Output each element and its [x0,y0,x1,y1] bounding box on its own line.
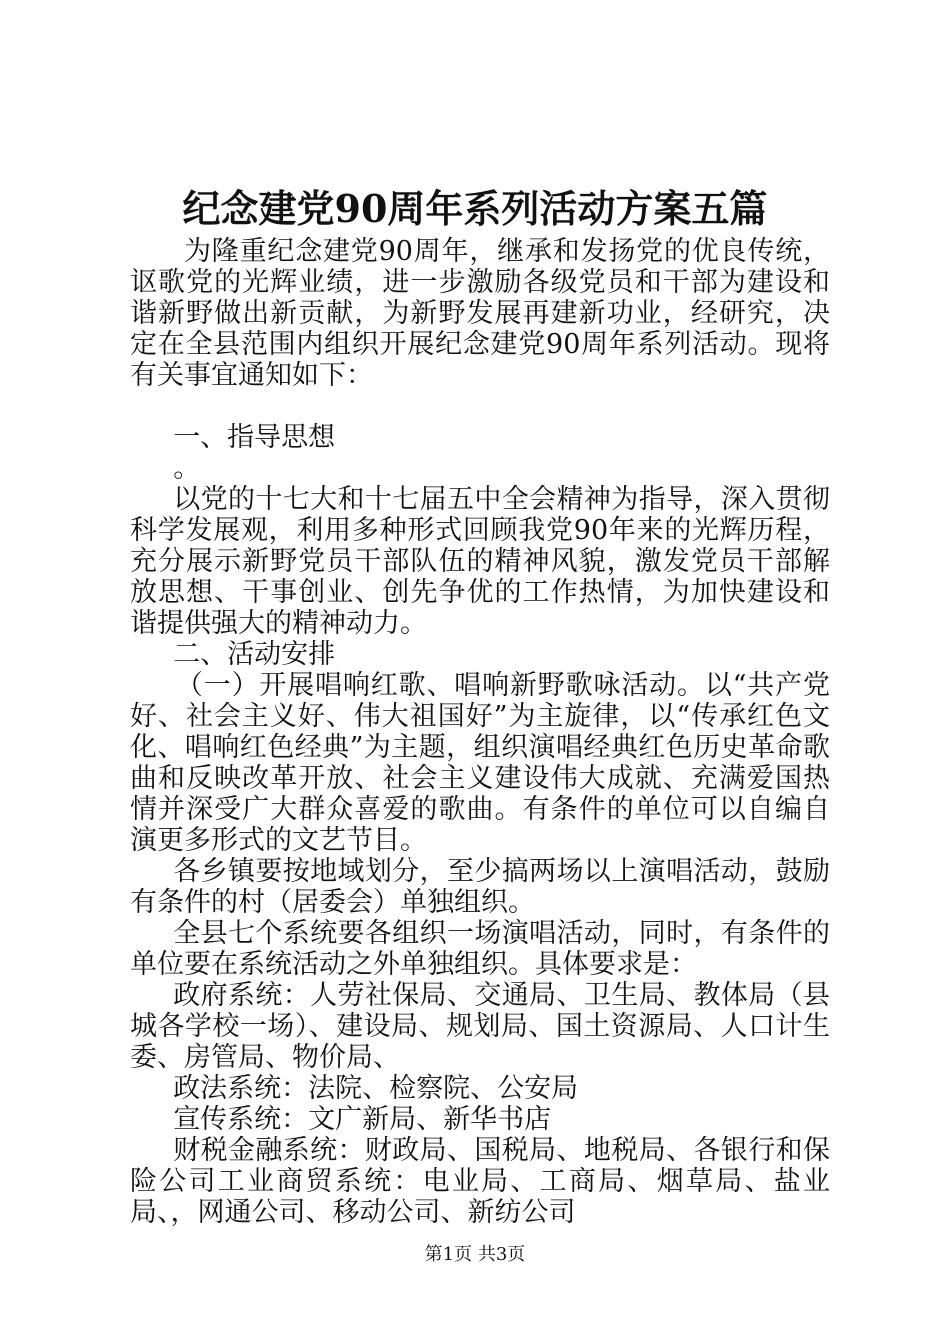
section-heading-guiding-ideology: 一、指导思想 [173,422,336,453]
section-heading-activity-arrangement: 二、活动安排 [173,639,336,670]
townships-paragraph: 各乡镇要按地域划分，至少搞两场以上演唱活动，鼓励有条件的村（居委会）单独组织。 [130,856,830,918]
propaganda-system-paragraph: 宣传系统：文广新局、新华书店 [173,1104,552,1135]
political-legal-system-paragraph: 政法系统：法院、检察院、公安局 [173,1073,579,1104]
paragraph-spacer [130,391,830,422]
activity-one-paragraph: （一）开展唱响红歌、唱响新野歌咏活动。以“共产党好、社会主义好、伟大祖国好”为主旋律，以“传承红色文化、唱响红色经典”为主题，组织演唱经典红色历史革命歌曲和反映改革开放、社会主义建设伟大成就、充满爱国热情并深受广大群众喜爱的歌曲。有条件的单位可以自编自演更多形式的文艺节目。 [130,670,830,856]
intro-paragraph: 为隆重纪念建党90周年，继承和发扬党的优良传统，讴歌党的光辉业绩，进一步激励各级党员和干部为建设和谐新野做出新贡献，为新野发展再建新功业，经研究，决定在全县范围内组织开展纪念建党90周年系列活动。现将有关事宜通知如下： [130,236,830,391]
page-footer: 第1页 共3页 [424,1244,526,1265]
guiding-ideology-paragraph: 以党的十七大和十七届五中全会精神为指导，深入贯彻科学发展观，利用多种形式回顾我党90年来的光辉历程，充分展示新野党员干部队伍的精神风貌，激发党员干部解放思想、干事创业、创先争优的工作热情，为加快建设和谐提供强大的精神动力。 [130,484,830,639]
government-system-paragraph: 政府系统：人劳社保局、交通局、卫生局、教体局（县城各学校一场）、建设局、规划局、国土资源局、人口计生委、房管局、物价局、 [130,980,830,1073]
stray-period: 。 [173,453,201,484]
document-title: 纪念建党90周年系列活动方案五篇 [182,186,768,231]
systems-paragraph: 全县七个系统要各组织一场演唱活动，同时，有条件的单位要在系统活动之外单独组织。具体要求是： [130,918,830,980]
finance-tax-system-paragraph: 财税金融系统：财政局、国税局、地税局、各银行和保险公司工业商贸系统：电业局、工商局、烟草局、盐业局、，网通公司、移动公司、新纺公司 [130,1135,830,1228]
document-body [130,236,830,1228]
